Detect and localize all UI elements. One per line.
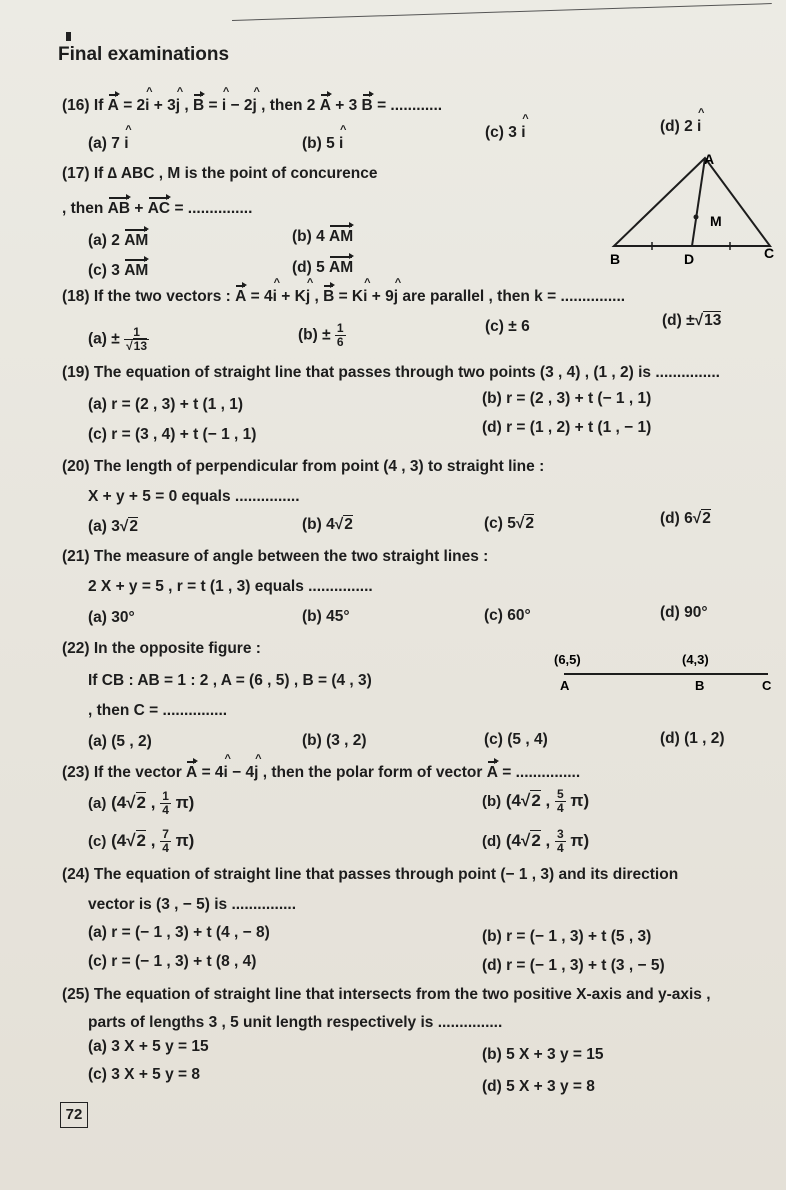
q18-text: , [314,288,319,305]
option-text: (c) 3 [485,124,517,141]
q25-option-b[interactable]: (b) 5 X + 3 y = 15 [482,1046,604,1063]
q22-option-c[interactable]: (c) (5 , 4) [484,731,548,748]
radicand: 13 [133,339,148,353]
magnitude: 4 [511,830,522,850]
fraction [335,322,346,349]
q18-text: + 9 [371,288,394,305]
q23-text: − 4 [232,764,255,781]
option-text: (a) 2 [88,232,120,249]
q23-option-b[interactable]: (b) (4√2 , $\frac{5}{4}$ π) [482,787,590,815]
label-m: M [710,213,722,229]
radicand: 2 [525,515,535,532]
unit-i: ^ i [697,118,701,136]
magnitude: 4 [511,790,522,810]
q17-option-b[interactable] [292,228,353,246]
radicand: 2 [531,790,541,810]
option-text: (a) 3 [88,518,120,535]
q18-text: = K [338,288,364,305]
q17-text: = ............... [174,200,253,217]
q16-text: + 3 [335,97,358,114]
q24-option-c[interactable]: (c) r = (− 1 , 3) + t (8 , 4) [88,953,257,970]
fraction [555,788,566,815]
vector-a: A [319,97,331,114]
q18-text: = 4 [250,288,273,305]
triangle-figure [600,150,780,270]
q16-option-c[interactable] [485,124,526,142]
denominator: 6 [336,335,344,349]
option-text: (c) [88,832,107,850]
unit-i: ^ i [363,288,367,306]
vector-am: AM [124,232,149,249]
vector-am: AM [124,262,149,279]
radicand: 2 [129,518,139,535]
header-marker [66,32,71,41]
option-text: (a) [88,794,107,812]
unit-j: ^ j [306,288,310,306]
label-d: D [684,251,695,267]
vector-a: A [486,764,498,781]
vector-ac: AC [147,200,171,217]
numerator: 1 [162,789,169,803]
unit-i: ^ i [124,135,128,153]
q18-option-d[interactable]: (d) ±√13 [662,312,722,329]
unit-i: ^ i [521,124,525,142]
fraction [160,828,171,855]
page-number: 72 [60,1102,88,1128]
question-23 [62,764,580,782]
option-text: (d) 5 [292,259,325,276]
option-text: (b) 4 [302,516,335,533]
q24-option-b[interactable]: (b) r = (− 1 , 3) + t (5 , 3) [482,928,652,945]
q19-option-c[interactable]: (c) r = (3 , 4) + t (− 1 , 1) [88,426,257,443]
denominator: 4 [162,803,169,817]
fraction [124,326,149,353]
label-b-coord: (4,3) [682,652,709,667]
magnitude: 4 [116,830,127,850]
q16-text: = [208,97,218,114]
question-21: (21) The measure of angle between the two straight lines : [62,548,489,565]
q18-text: + K [281,288,306,305]
vector-ab: AB [107,200,131,217]
q24-option-d[interactable]: (d) r = (− 1 , 3) + t (3 , − 5) [482,957,665,974]
q22-option-d[interactable]: (d) (1 , 2) [660,730,725,747]
question-20: (20) The length of perpendicular from point (4 , 3) to straight line : [62,458,545,475]
q23-text: = 4 [201,764,224,781]
q16-text: , [184,97,189,114]
numerator: 1 [124,326,149,340]
q23-option-c[interactable]: (c) (4√2 , $\frac{7}{4}$ π) [88,827,195,855]
vector-b: B [323,288,335,305]
q18-option-b[interactable] [298,322,346,349]
question-24: (24) The equation of straight line that passes through point (− 1 , 3) and its direction [62,866,679,883]
question-17: (17) If ∆ ABC , M is the point of concurence [62,165,378,182]
page-title: Final examinations [58,44,230,65]
q17-option-c[interactable] [88,262,148,280]
question-18 [62,288,625,306]
numerator: 1 [336,321,344,335]
header-rule [232,3,772,21]
vector-a: A [107,97,119,114]
q17-text: , then [62,200,104,217]
q17-text: + [134,200,144,217]
q24-line2: vector is (3 , − 5) is ............... [88,896,297,913]
label-b: B [610,251,621,267]
option-text: (b) 5 [302,135,335,152]
pi-symbol: π [175,830,189,850]
radicand: 2 [531,830,541,850]
unit-i: ^ i [145,97,149,115]
label-a: A [560,678,570,693]
q16-text: If [93,97,104,114]
label-a: A [704,151,715,167]
question-16 [62,97,442,115]
label-c: C [764,245,775,261]
q16-text: , then 2 [261,97,316,114]
q23-text: = ............... [502,764,581,781]
pi-symbol: π [570,790,584,810]
q23-option-a[interactable]: (a) (4√2 , $\frac{1}{4}$ π) [88,789,195,817]
q20-option-b[interactable]: (b) 4√2 [302,516,353,533]
denominator: 4 [162,841,169,855]
q23-text: (23) If the vector [62,764,182,781]
q16-text: + 3 [153,97,176,114]
question-25: (25) The equation of straight line that intersects from the two positive X-axis and y-axis , [62,986,711,1003]
unit-i: ^ i [224,764,228,782]
q18-text: are parallel , then k = ............... [402,288,626,305]
unit-j: ^ j [176,97,180,115]
q16-text: − 2 [230,97,253,114]
radicand: 2 [702,510,711,527]
q19-option-b[interactable]: (b) r = (2 , 3) + t (− 1 , 1) [482,390,652,407]
numerator: 3 [557,827,564,841]
q21-option-c[interactable]: (c) 60° [484,607,531,624]
q21-option-d[interactable]: (d) 90° [660,604,708,621]
q25-option-c[interactable]: (c) 3 X + 5 y = 8 [88,1066,201,1083]
option-text: (c) 3 [88,262,120,279]
q16-option-d[interactable] [660,118,701,136]
vector-a: A [235,288,247,305]
label-a-coord: (6,5) [554,652,581,667]
q23-option-d[interactable]: (d) (4√2 , $\frac{3}{4}$ π) [482,827,590,855]
vector-b: B [361,97,373,114]
question-19: (19) The equation of straight line that passes through two points (3 , 4) , (1 , 2) is ............... [62,364,720,381]
unit-j: ^ j [394,288,398,306]
option-text: (b) 4 [292,228,325,245]
q17-line2 [62,200,252,218]
denominator: 4 [557,841,564,855]
magnitude: 4 [116,792,127,812]
option-text: (d) 6 [660,510,693,527]
q20-option-a[interactable]: (a) 3√2 [88,518,139,535]
q20-option-c[interactable]: (c) 5√2 [484,515,535,532]
q17-option-d[interactable] [292,259,353,277]
q22-option-a[interactable]: (a) (5 , 2) [88,733,152,750]
q25-line2: parts of lengths 3 , 5 unit length respectively is ............... [88,1014,503,1031]
q19-option-d[interactable]: (d) r = (1 , 2) + t (1 , − 1) [482,419,652,436]
q25-option-a[interactable]: (a) 3 X + 5 y = 15 [88,1038,209,1055]
unit-i: ^ i [273,288,277,306]
label-c: C [762,678,772,693]
q21-option-b[interactable]: (b) 45° [302,608,350,625]
q18-option-a[interactable] [88,326,149,353]
unit-j: ^ j [254,764,258,782]
q17-option-a[interactable] [88,232,148,250]
fraction [160,790,171,817]
q19-option-a[interactable]: (a) r = (2 , 3) + t (1 , 1) [88,396,244,413]
pi-symbol: π [570,830,584,850]
radicand: 2 [136,792,147,812]
vector-am: AM [329,228,354,245]
q16-text: = ............ [377,97,443,114]
vector-am: AM [329,259,354,276]
denominator: √13 [126,339,148,353]
pi-symbol: π [175,792,189,812]
q22-option-b[interactable]: (b) (3 , 2) [302,732,367,749]
option-text: (d) 2 [660,118,693,135]
q20-option-d[interactable]: (d) 6√2 [660,510,711,527]
option-text: (b) ± [298,326,331,344]
label-b: B [695,678,705,693]
unit-i: ^ i [339,135,343,153]
q21-line2: 2 X + y = 5 , r = t (1 , 3) equals ............... [88,578,373,595]
unit-j: ^ j [253,97,257,115]
fraction [555,828,566,855]
option-text: (d) ± [662,312,695,329]
q24-option-a[interactable]: (a) r = (− 1 , 3) + t (4 , − 8) [88,924,270,941]
question-number: (16) [62,97,90,114]
q16-option-a[interactable] [88,135,129,153]
q23-text: , then the polar form of vector [262,764,483,781]
unit-i: ^ i [222,97,226,115]
vector-a: A [186,764,198,781]
denominator: 4 [557,801,564,815]
question-22: (22) In the opposite figure : [62,640,261,657]
q20-line2: X + y + 5 = 0 equals ............... [88,488,300,505]
numerator: 5 [557,787,564,801]
option-text: (d) [482,832,502,850]
radicand: 2 [344,516,353,533]
q18-option-c[interactable]: (c) ± 6 [485,318,530,335]
radicand: 2 [136,830,147,850]
option-text: (a) ± [88,330,120,348]
q22-line2: If CB : AB = 1 : 2 , A = (6 , 5) , B = (4 , 3) [88,672,372,689]
vector-b: B [193,97,205,114]
q22-line3: , then C = ............... [88,702,228,719]
q21-option-a[interactable]: (a) 30° [88,609,135,626]
option-text: (a) 7 [88,135,120,152]
q16-text: = 2 [123,97,146,114]
radicand: 13 [704,312,722,329]
q16-option-b[interactable] [302,135,343,153]
segment-figure [540,648,776,694]
option-text: (c) 5 [484,515,516,532]
point-m [694,215,699,220]
q25-option-d[interactable]: (d) 5 X + 3 y = 8 [482,1078,595,1095]
q18-text: (18) If the two vectors : [62,288,231,305]
numerator: 7 [162,827,169,841]
median-ad [692,158,705,246]
option-text: (b) [482,792,502,810]
